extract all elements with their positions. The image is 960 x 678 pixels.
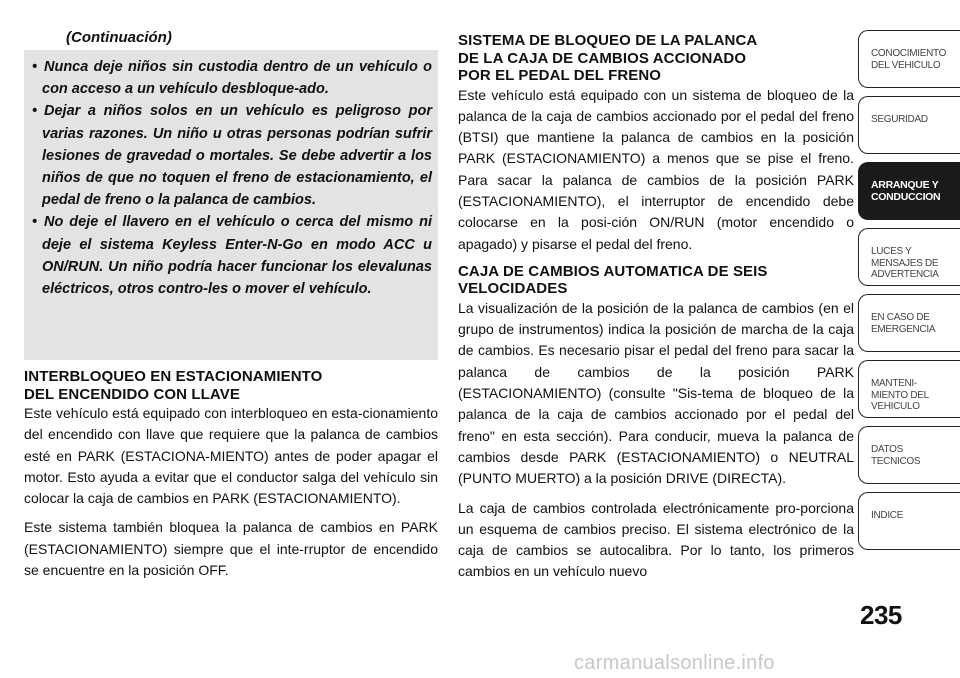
- tab-label: EN CASO DE EMERGENCIA: [871, 312, 936, 335]
- warning-item-text: No deje el llavero en el vehículo o cerca del mismo ni deje el sistema Keyless Enter-N-Go en modo ACC u ON/RUN. Un niño podría hacer funcionar los elevalunas eléctricos, otros contro-les o mover el vehículo.: [42, 214, 432, 298]
- heading-line: VELOCIDADES: [458, 280, 568, 298]
- tab-seguridad[interactable]: [858, 96, 960, 154]
- tab-label: MANTENI- MIENTO DEL VEHICULO: [871, 378, 929, 412]
- bullet-icon: •: [32, 59, 38, 75]
- tab-arranque[interactable]: [858, 162, 960, 220]
- tab-label: INDICE: [871, 510, 904, 521]
- tab-datos[interactable]: [858, 426, 960, 484]
- heading-line: DE LA CAJA DE CAMBIOS ACCIONADO: [458, 49, 747, 67]
- bullet-icon: •: [32, 103, 38, 120]
- tab-conocimiento[interactable]: [858, 30, 960, 88]
- auto-trans-paragraph-1: La visualización de la posición de la palanca de cambios (en el grupo de instrumentos) indica la posición de marcha de la caja de cambios. Es necesario pisar el pedal del freno para sacar la palanca de cambios de la posición PARK (ESTACIONAMIENTO) (consulte "Sis-tema de bloqueo de la palanca de la caja de cambios accionado por el pedal del freno" en esta sección). Para conducir, mueva la palanca de cambios desde PARK (ESTACIONAMIENTO) o NEUTRAL (PUNTO MUERTO) a la posición DRIVE (DIRECTA).: [458, 299, 854, 487]
- interlock-paragraph-2: Este sistema también bloquea la palanca de cambios en PARK (ESTACIONAMIENTO) siempre que el inte-rruptor de encendido se encuentre en la posición OFF.: [24, 519, 438, 579]
- warning-box: [24, 50, 438, 360]
- auto-trans-heading: [458, 263, 854, 298]
- bullet-icon: •: [32, 214, 38, 231]
- auto-trans-paragraph-2: La caja de cambios controlada electrónicamente pro-porciona un esquema de cambios preciso. El sistema electrónico de la caja de cambios se autocalibra. Por lo tanto, los primeros cambios en un vehículo nuevo: [458, 499, 854, 580]
- tab-luces[interactable]: [858, 228, 960, 286]
- tab-emergencia[interactable]: [858, 294, 960, 352]
- tab-label: CONOCIMIENTO DEL VEHICULO: [871, 48, 947, 71]
- tab-label: LUCES Y MENSAJES DE ADVERTENCIA: [871, 246, 939, 280]
- warning-item-text: Dejar a niños solos en un vehículo es peligroso por varias razones. Un niño u otras personas podrían sufrir lesiones de gravedad o mortales. Se debe advertir a los niños de que no toquen el freno de estacionamiento, el pedal de freno o la palanca de cambios.: [42, 103, 432, 209]
- tab-label: DATOS TECNICOS: [871, 444, 921, 467]
- left-column: [24, 368, 438, 581]
- tab-indice[interactable]: [858, 492, 960, 550]
- interlock-heading: [24, 368, 438, 403]
- heading-line: POR EL PEDAL DEL FRENO: [458, 67, 662, 84]
- warning-item-text: Nunca deje niños sin custodia dentro de un vehículo o con acceso a un vehículo desbloque-ado.: [42, 59, 432, 98]
- heading-line: SISTEMA DE BLOQUEO DE LA PALANCA: [458, 32, 758, 49]
- right-column: [458, 32, 854, 583]
- tab-label: ARRANQUE Y CONDUCCION: [871, 179, 941, 203]
- chapter-tabs: [858, 30, 960, 558]
- tab-label: SEGURIDAD: [871, 114, 928, 125]
- page-number: 235: [860, 600, 902, 630]
- warning-item: [32, 56, 432, 100]
- warning-item: [32, 211, 432, 300]
- tab-mantenimiento[interactable]: [858, 360, 960, 418]
- btsi-paragraph: Este vehículo está equipado con un sistema de bloqueo de la palanca de la caja de cambios accionado por el pedal del freno (BTSI) que mantiene la palanca de cambios en la posición PARK (ESTACIONAMIENTO) a menos que se pise el freno. Para sacar la palanca de cambios de la posición PARK (ESTACIONAMIENTO), el interruptor de encendido debe colocarse en la posi-ción ON/RUN (motor encendido o apagado) y pisarse el pedal del freno.: [458, 86, 854, 252]
- warning-item: [32, 100, 432, 211]
- interlock-paragraph-1: Este vehículo está equipado con interbloqueo en esta-cionamiento del encendido con llave que requiere que la palanca de cambios esté en PARK (ESTACIONA-MIENTO) antes de poder apagar el motor. Esto ayuda a evitar que el conductor salga del vehículo sin colocar la caja de cambios en PARK (ESTACIONAMIENTO).: [24, 405, 438, 507]
- continuation-label: (Continuación): [66, 29, 172, 46]
- heading-line: DEL ENCENDIDO CON LLAVE: [24, 385, 240, 403]
- heading-line: INTERBLOQUEO EN ESTACIONAMIENTO: [24, 368, 323, 385]
- watermark: carmanualsonline.info: [574, 652, 775, 674]
- btsi-heading: [458, 32, 854, 85]
- heading-line: CAJA DE CAMBIOS AUTOMATICA DE SEIS: [458, 262, 768, 280]
